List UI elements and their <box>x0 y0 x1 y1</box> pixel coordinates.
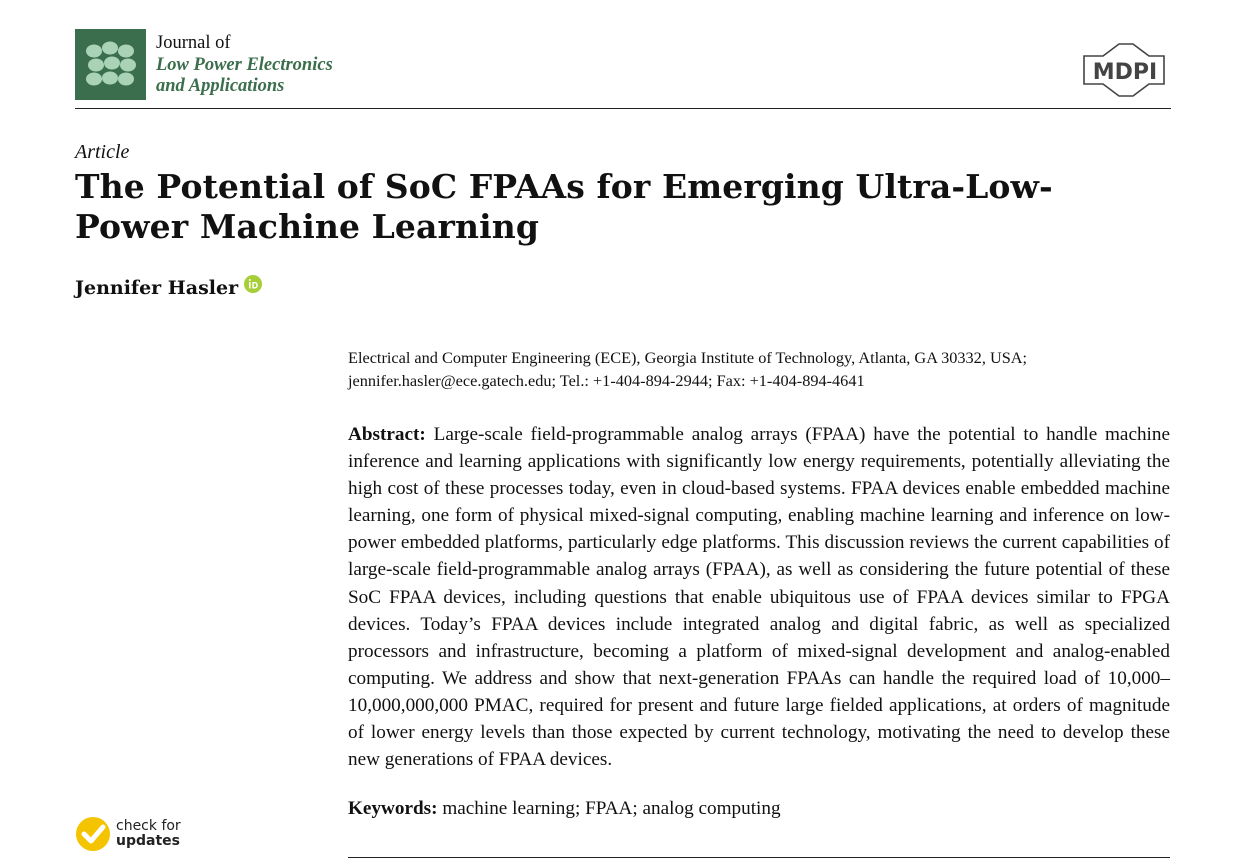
author-name: Jennifer Hasler <box>75 277 239 299</box>
article-type: Article <box>75 141 130 163</box>
keywords-text: machine learning; FPAA; analog computing <box>442 798 781 819</box>
check-for-updates-line2: updates <box>116 833 180 849</box>
check-for-updates-line1: check for <box>116 818 181 834</box>
abstract <box>348 421 1170 773</box>
author-row <box>75 277 262 299</box>
journal-name-line2: Low Power Electronics <box>156 54 333 75</box>
orcid-icon[interactable] <box>244 275 262 293</box>
affiliation: Electrical and Computer Engineering (ECE), Georgia Institute of Technology, Atlanta, GA 30332, USA; jennifer.hasler@ece.gatech.edu; Tel.: +1-404-894-2944; Fax: +1-404-894-4641 <box>348 348 1028 390</box>
keywords-label: Keywords: <box>348 798 438 819</box>
check-for-updates-button[interactable] <box>75 816 181 852</box>
mdpi-logo-text: MDPI <box>1092 60 1158 85</box>
keywords <box>348 798 781 820</box>
journal-name <box>156 33 333 98</box>
journal-name-line3: and Applications <box>156 76 285 96</box>
footer-divider <box>348 857 1170 858</box>
check-for-updates-icon <box>75 816 111 852</box>
journal-name-line1: Journal of <box>156 33 231 53</box>
journal-logo-icon <box>75 29 146 100</box>
abstract-label: Abstract: <box>348 424 426 445</box>
check-for-updates-label <box>116 819 181 849</box>
header-divider <box>75 108 1171 109</box>
mdpi-logo-icon <box>1078 40 1172 100</box>
article-title: The Potential of SoC FPAAs for Emerging Ultra-Low-Power Machine Learning <box>75 167 1053 246</box>
abstract-text: Large-scale field-programmable analog arrays (FPAA) have the potential to handle machine inference and learning applications with significantly low energy requirements, potentially alleviating the high cost of these processes today, even in cloud-based systems. FPAA devices enable embedded machine learning, one form of physical mixed-signal computing, enabling machine learning and inference on low-power embedded platforms, particularly edge platforms. This discussion reviews the current capabilities of large-scale field-programmable analog arrays (FPAA), as well as considering the future potential of these SoC FPAA devices, including questions that enable ubiquitous use of FPAA devices similar to FPGA devices. Today’s FPAA devices include integrated analog and digital fabric, as well as specialized processors and infrastructure, becoming a platform of mixed-signal development and analog-enabled computing. We address and show that next-generation FPAAs can handle the required load of 10,000–10,000,000,000 PMAC, required for present and future large fielded applications, at orders of magnitude of lower energy levels than those expected by current technology, motivating the need to develop these new generations of FPAA devices. <box>348 424 1171 771</box>
